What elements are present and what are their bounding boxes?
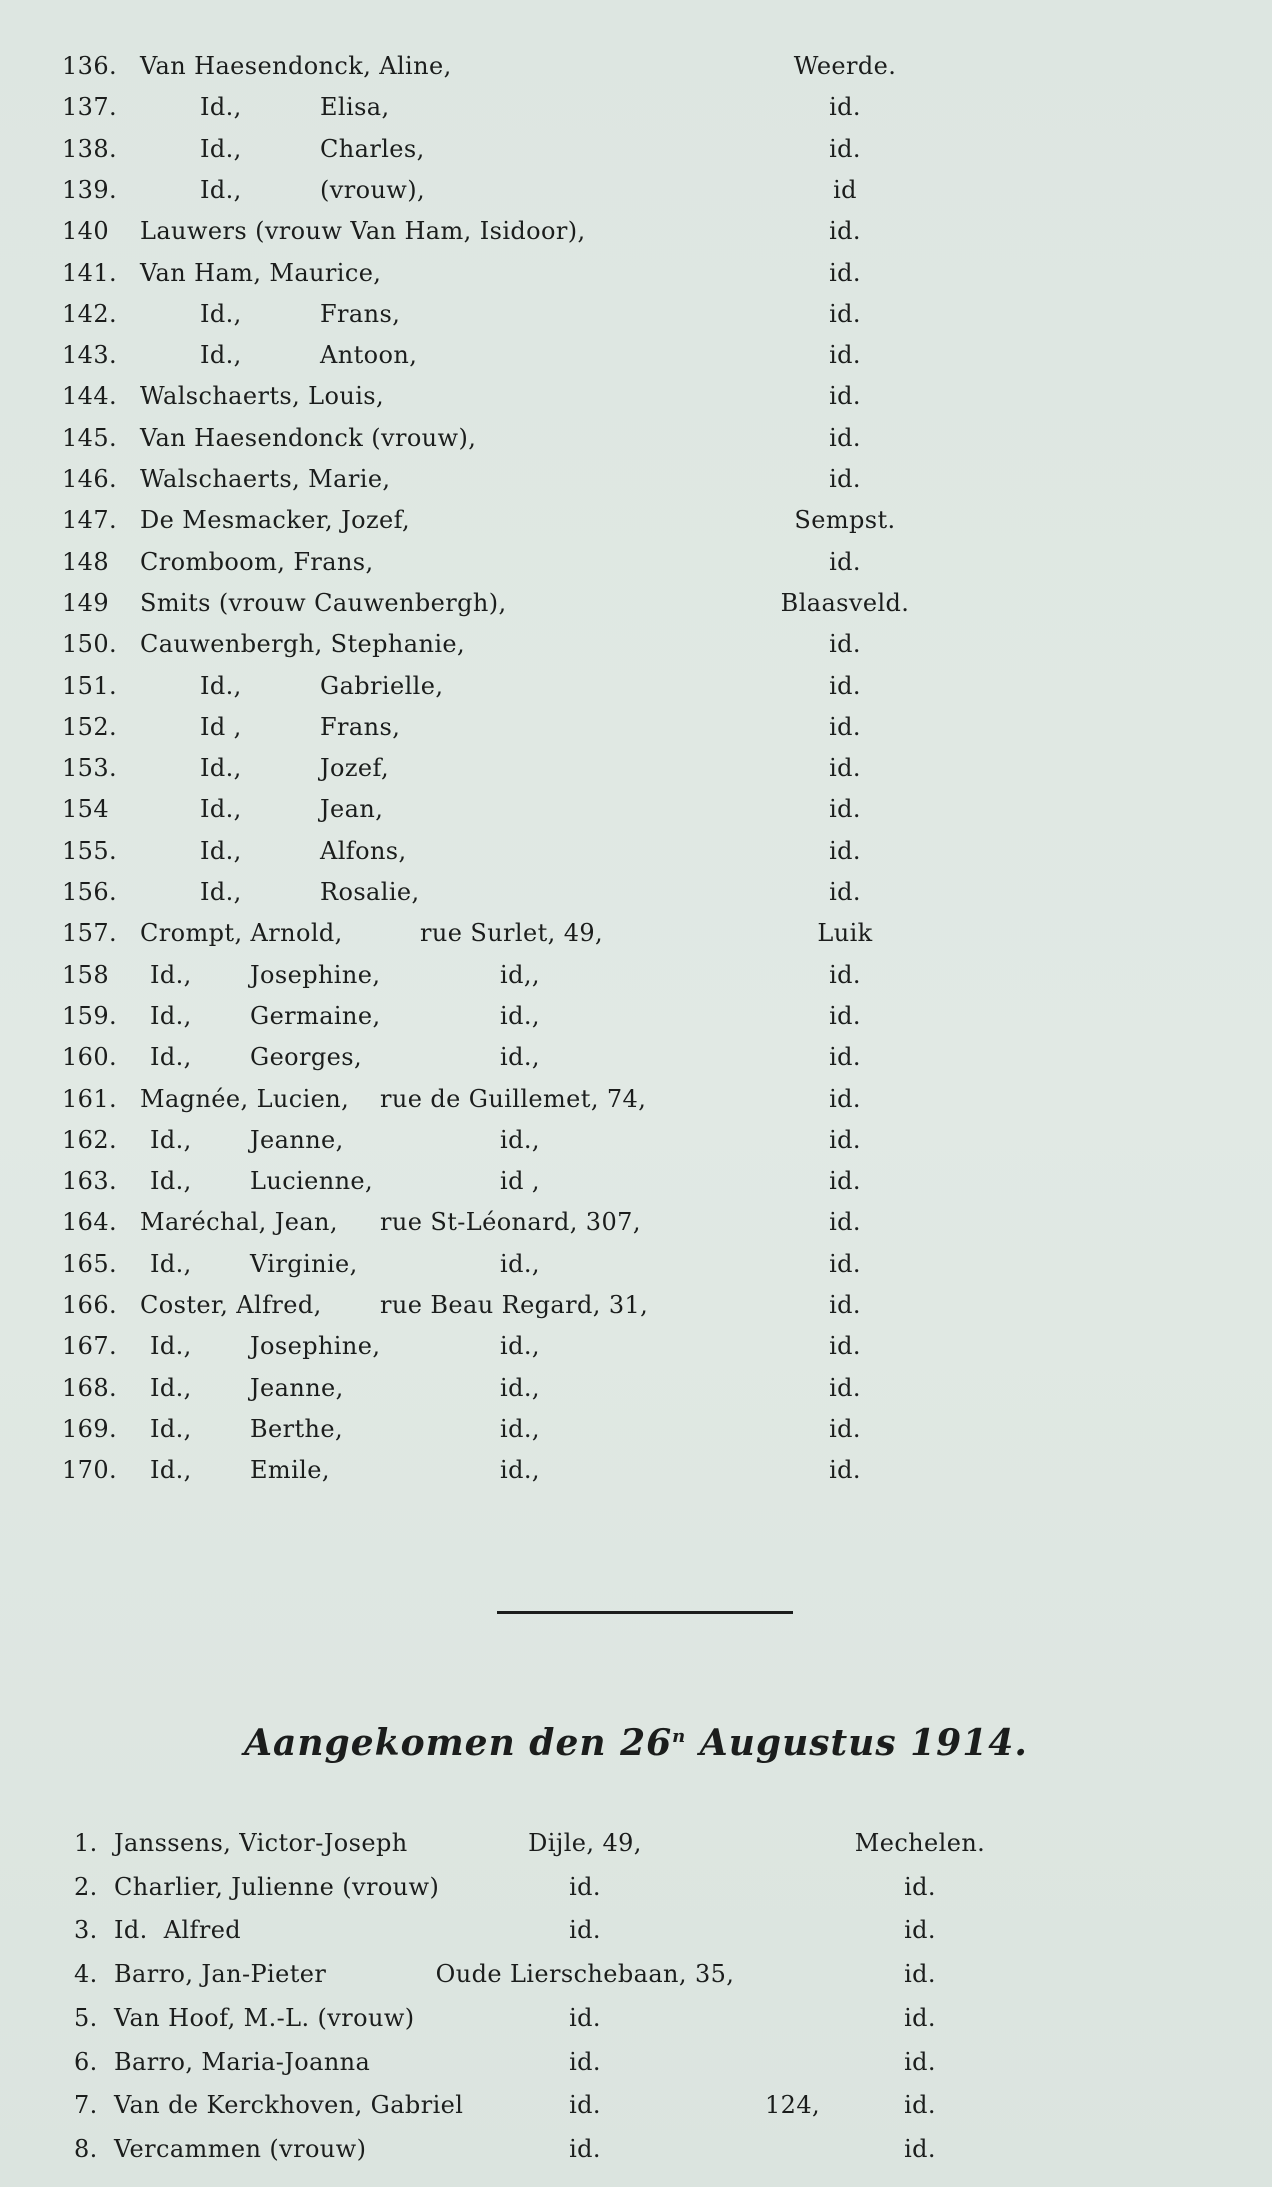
entry-address: id., [500, 1043, 540, 1071]
entry-name: Id., [150, 1002, 192, 1030]
entry-given-name: Frans, [320, 713, 401, 741]
entry-town: id. [829, 1126, 861, 1154]
entry-number: 167. [62, 1332, 118, 1360]
entry-town: Blaasveld. [780, 589, 910, 617]
list-item [0, 87, 1272, 127]
entry-number: 1. [74, 1829, 98, 1857]
entry-given-name: Alfons, [320, 837, 407, 865]
entry-town: id. [904, 1960, 936, 1988]
entry-number: 154 [62, 795, 110, 823]
entry-number: 152. [62, 713, 118, 741]
entry-town: id. [829, 1291, 861, 1319]
list-item [0, 2085, 1272, 2125]
entry-town: Mechelen. [854, 1829, 986, 1857]
entry-name: Id., [150, 1374, 192, 1402]
entry-town: id. [829, 465, 861, 493]
entry-number: 166. [62, 1291, 118, 1319]
list-item [0, 1450, 1272, 1490]
entry-town: id. [904, 1873, 936, 1901]
entry-number: 143. [62, 341, 118, 369]
entry-address: id. [569, 1916, 601, 1944]
list-item [0, 1954, 1272, 1994]
entry-number: 155. [62, 837, 118, 865]
entry-town: id. [829, 1208, 861, 1236]
list-item [0, 211, 1272, 251]
entry-name: Walschaerts, Louis, [140, 382, 385, 410]
entry-town: id. [829, 672, 861, 700]
entry-name: Id., [150, 1332, 192, 1360]
entry-town: id. [829, 1456, 861, 1484]
entry-name: Barro, Jan-Pieter [114, 1960, 327, 1988]
list-item [0, 666, 1272, 706]
entry-number: 141. [62, 259, 118, 287]
entry-address: rue de Guillemet, 74, [380, 1085, 647, 1113]
entry-name: Van Haesendonck, Aline, [140, 52, 452, 80]
entry-address: id., [500, 1126, 540, 1154]
entry-name: Id., [150, 1126, 192, 1154]
list-item [0, 955, 1272, 995]
entry-number: 147. [62, 506, 118, 534]
entry-given-name: (vrouw), [320, 176, 426, 204]
entry-number: 6. [74, 2048, 98, 2076]
entry-town: id. [904, 2048, 936, 2076]
list-item [0, 1823, 1272, 1863]
entry-address: id., [500, 1002, 540, 1030]
entry-name: Van Haesendonck (vrouw), [140, 424, 477, 452]
entry-number: 156. [62, 878, 118, 906]
entry-name: Id., [150, 1043, 192, 1071]
entry-town: id. [904, 2091, 936, 2119]
list-item [0, 1161, 1272, 1201]
list-item [0, 1368, 1272, 1408]
entry-name: Barro, Maria-Joanna [114, 2048, 371, 2076]
entry-name: Maréchal, Jean, [140, 1208, 338, 1236]
entry-name: Id., [150, 1415, 192, 1443]
list-item [0, 2129, 1272, 2169]
entry-number: 144. [62, 382, 118, 410]
entry-name: Id., [200, 135, 242, 163]
list-item [0, 1326, 1272, 1366]
entry-number: 168. [62, 1374, 118, 1402]
entry-name: Janssens, Victor-Joseph [114, 1829, 408, 1857]
entry-town: Weerde. [793, 52, 897, 80]
list-item [0, 1120, 1272, 1160]
list-item [0, 542, 1272, 582]
entry-given-name: Virginie, [250, 1250, 358, 1278]
list-item [0, 129, 1272, 169]
entry-number: 170. [62, 1456, 118, 1484]
entry-name: Smits (vrouw Cauwenbergh), [140, 589, 507, 617]
entry-town: id. [904, 1916, 936, 1944]
list-item [0, 707, 1272, 747]
entry-town: id. [829, 259, 861, 287]
entry-address: id., [500, 1374, 540, 1402]
entry-number: 139. [62, 176, 118, 204]
entry-given-name: Berthe, [250, 1415, 344, 1443]
entry-name: Lauwers (vrouw Van Ham, Isidoor), [140, 217, 586, 245]
entry-name: Vercammen (vrouw) [114, 2135, 367, 2163]
entry-given-name: Jeanne, [250, 1126, 344, 1154]
entry-address: id., [500, 1250, 540, 1278]
entry-given-name: Germaine, [250, 1002, 381, 1030]
entry-number: 137. [62, 93, 118, 121]
entry-town: id. [904, 2004, 936, 2032]
entry-given-name: Josephine, [250, 961, 381, 989]
list-item [0, 872, 1272, 912]
entry-name: Id., [150, 961, 192, 989]
entry-number: 153. [62, 754, 118, 782]
list-item [0, 294, 1272, 334]
entry-number: 145. [62, 424, 118, 452]
list-item [0, 1079, 1272, 1119]
entry-town: id. [829, 630, 861, 658]
entry-name: Id., [200, 341, 242, 369]
entry-town: id [833, 176, 857, 204]
entry-number: 158 [62, 961, 110, 989]
list-item [0, 1244, 1272, 1284]
entry-number: 7. [74, 2091, 98, 2119]
heading-suffix: Augustus 1914. [686, 1722, 1028, 1764]
entry-number: 151. [62, 672, 118, 700]
entry-town: id. [829, 754, 861, 782]
entry-house-number: 124, [765, 2091, 821, 2119]
entry-name: Id., [150, 1456, 192, 1484]
entry-address: rue St-Léonard, 307, [380, 1208, 641, 1236]
entry-town: id. [829, 93, 861, 121]
entry-number: 8. [74, 2135, 98, 2163]
list-item [0, 1998, 1272, 2038]
entry-number: 161. [62, 1085, 118, 1113]
section-heading [0, 1718, 1272, 1768]
entry-given-name: Jozef, [320, 754, 389, 782]
entry-town: id. [829, 1415, 861, 1443]
entry-name: Id. Alfred [114, 1916, 242, 1944]
entry-number: 142. [62, 300, 118, 328]
entry-address: rue Beau Regard, 31, [380, 1291, 649, 1319]
list-item [0, 1285, 1272, 1325]
entry-town: Sempst. [794, 506, 896, 534]
list-item [0, 376, 1272, 416]
list-item [0, 583, 1272, 623]
entry-given-name: Georges, [250, 1043, 363, 1071]
entry-name: Crompt, Arnold, [140, 919, 343, 947]
entry-address: id. [569, 2091, 601, 2119]
entry-town: id. [829, 548, 861, 576]
entry-address: Dijle, 49, [528, 1829, 642, 1857]
entry-town: id. [829, 1374, 861, 1402]
entry-town: id. [829, 1250, 861, 1278]
entry-number: 3. [74, 1916, 98, 1944]
entry-town: id. [829, 341, 861, 369]
entry-name: Id., [200, 672, 242, 700]
entry-given-name: Josephine, [250, 1332, 381, 1360]
entry-address: id,, [500, 961, 540, 989]
entry-number: 160. [62, 1043, 118, 1071]
entry-town: id. [829, 837, 861, 865]
list-item [0, 335, 1272, 375]
list-item [0, 1867, 1272, 1907]
entry-address: id. [569, 2135, 601, 2163]
entry-town: id. [829, 795, 861, 823]
list-item [0, 418, 1272, 458]
entry-address: id., [500, 1332, 540, 1360]
entry-name: Id., [150, 1167, 192, 1195]
entry-name: Id., [200, 837, 242, 865]
entry-given-name: Emile, [250, 1456, 330, 1484]
entry-town: id. [829, 1332, 861, 1360]
entry-number: 159. [62, 1002, 118, 1030]
entry-given-name: Charles, [320, 135, 425, 163]
list-item [0, 789, 1272, 829]
entry-number: 146. [62, 465, 118, 493]
entry-name: Id , [200, 713, 242, 741]
entry-given-name: Jeanne, [250, 1374, 344, 1402]
list-item [0, 46, 1272, 86]
heading-prefix: Aangekomen den 26 [244, 1722, 673, 1764]
list-item [0, 1910, 1272, 1950]
entry-number: 169. [62, 1415, 118, 1443]
entry-given-name: Frans, [320, 300, 401, 328]
entry-town: id. [829, 961, 861, 989]
entry-number: 157. [62, 919, 118, 947]
entry-town: id. [829, 1002, 861, 1030]
entry-number: 165. [62, 1250, 118, 1278]
entry-town: id. [829, 878, 861, 906]
list-item [0, 170, 1272, 210]
list-item [0, 996, 1272, 1036]
entry-address: id. [569, 1873, 601, 1901]
entry-name: Van Ham, Maurice, [140, 259, 382, 287]
entry-town: Luik [817, 919, 873, 947]
list-item [0, 1202, 1272, 1242]
entry-number: 136. [62, 52, 118, 80]
entry-town: id. [829, 1167, 861, 1195]
entry-name: Cauwenbergh, Stephanie, [140, 630, 466, 658]
entry-name: Id., [150, 1250, 192, 1278]
entry-town: id. [829, 713, 861, 741]
entry-town: id. [829, 300, 861, 328]
heading-superscript: n [672, 1726, 687, 1747]
entry-number: 140 [62, 217, 110, 245]
entry-town: id. [829, 382, 861, 410]
entry-name: Magnée, Lucien, [140, 1085, 350, 1113]
list-item [0, 1037, 1272, 1077]
entry-address: Oude Lierschebaan, 35, [435, 1960, 735, 1988]
entry-number: 164. [62, 1208, 118, 1236]
entry-address: id , [500, 1167, 540, 1195]
list-item [0, 1409, 1272, 1449]
entry-number: 150. [62, 630, 118, 658]
entry-number: 4. [74, 1960, 98, 1988]
entry-address: rue Surlet, 49, [420, 919, 604, 947]
list-item [0, 831, 1272, 871]
entry-number: 148 [62, 548, 110, 576]
entry-address: id. [569, 2004, 601, 2032]
entry-name: Walschaerts, Marie, [140, 465, 391, 493]
list-item [0, 253, 1272, 293]
list-item [0, 913, 1272, 953]
entry-address: id., [500, 1415, 540, 1443]
entry-name: De Mesmacker, Jozef, [140, 506, 411, 534]
entry-town: id. [829, 1043, 861, 1071]
entry-town: id. [904, 2135, 936, 2163]
entry-name: Id., [200, 795, 242, 823]
entry-town: id. [829, 135, 861, 163]
entry-town: id. [829, 217, 861, 245]
entry-name: Id., [200, 754, 242, 782]
entry-number: 5. [74, 2004, 98, 2032]
entry-number: 149 [62, 589, 110, 617]
list-item [0, 459, 1272, 499]
entry-number: 2. [74, 1873, 98, 1901]
entry-given-name: Lucienne, [250, 1167, 374, 1195]
entry-name: Charlier, Julienne (vrouw) [114, 1873, 440, 1901]
section-divider [497, 1611, 793, 1614]
entry-given-name: Antoon, [320, 341, 418, 369]
list-item [0, 624, 1272, 664]
entry-name: Van de Kerckhoven, Gabriel [114, 2091, 464, 2119]
entry-name: Coster, Alfred, [140, 1291, 322, 1319]
list-item [0, 748, 1272, 788]
entry-number: 162. [62, 1126, 118, 1154]
entry-given-name: Elisa, [320, 93, 390, 121]
entry-name: Id., [200, 93, 242, 121]
entry-name: Cromboom, Frans, [140, 548, 374, 576]
entry-town: id. [829, 1085, 861, 1113]
entry-name: Id., [200, 176, 242, 204]
list-item [0, 2042, 1272, 2082]
entry-given-name: Rosalie, [320, 878, 420, 906]
entry-address: id. [569, 2048, 601, 2076]
entry-address: id., [500, 1456, 540, 1484]
entry-name: Id., [200, 878, 242, 906]
entry-name: Id., [200, 300, 242, 328]
entry-given-name: Gabrielle, [320, 672, 444, 700]
entry-town: id. [829, 424, 861, 452]
entry-name: Van Hoof, M.-L. (vrouw) [114, 2004, 415, 2032]
entry-number: 138. [62, 135, 118, 163]
list-item [0, 500, 1272, 540]
entry-given-name: Jean, [320, 795, 384, 823]
entry-number: 163. [62, 1167, 118, 1195]
